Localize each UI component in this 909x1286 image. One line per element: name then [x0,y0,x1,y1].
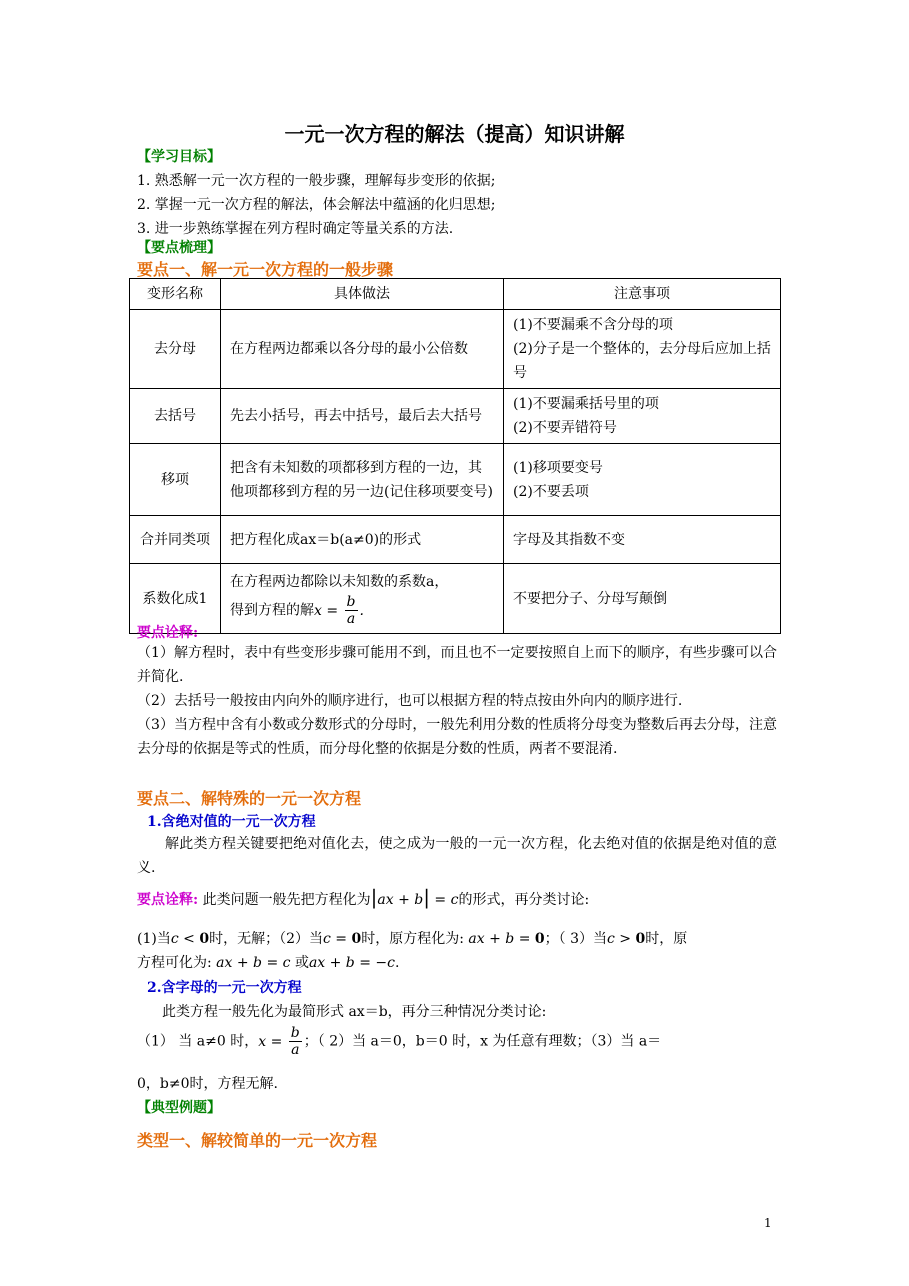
condition-formula: c = 0 [323,931,362,947]
step-note: (1)不要漏乘不含分母的项 [513,317,673,333]
goal-item: 1. 熟悉解一元一次方程的一般步骤，理解每步变形的依据; [137,173,496,189]
table-row [130,444,781,516]
note-label: 要点诠释: [137,625,199,641]
step-notes [504,564,781,634]
step-name: 去分母 [130,310,221,389]
steps-table [129,278,781,634]
case-line [137,928,687,948]
note-paragraph: （1）解方程时，表中有些变形步骤可能用不到，而且也不一定要按照自上而下的顺序，有些步骤可以合并简化. [137,645,777,685]
case-text: ；（ 2）当 a＝0，b＝0 时，x 为任意有理数；（3）当 a＝ [303,1033,662,1050]
point1-heading: 要点一、解一元一次方程的一般步骤 [137,260,394,279]
examples-heading: 【典型例题】 [137,1100,221,1116]
case-text: ；（ 3）当 [544,931,607,947]
sub2-text: 此类方程一般先化为最简形式 ax＝b，再分三种情况分类讨论: [162,1004,547,1020]
step-method [221,564,504,634]
point2-heading: 要点二、解特殊的一元一次方程 [137,789,362,808]
equation-formula: ax + b = 0 [468,931,545,947]
condition-formula: c < 0 [170,931,210,947]
step-name: 合并同类项 [130,516,221,564]
page-number: 1 [764,1216,772,1230]
note-paragraph: （2）去括号一般按由内向外的顺序进行，也可以根据方程的特点按由外向内的顺序进行. [137,693,683,709]
note-text: 的形式，再分类讨论: [458,892,590,908]
step-note: (2)分子是一个整体的，去分母后应加上括号 [513,341,771,381]
goal-item: 3. 进一步熟练掌握在列方程时确定等量关系的方法. [137,221,454,237]
type1-heading: 类型一、解较简单的一元一次方程 [137,1131,378,1150]
sub1-heading: 1.含绝对值的一元一次方程 [147,814,316,830]
table-header: 变形名称 [130,279,221,310]
step-method: 在方程两边都乘以各分母的最小公倍数 [221,310,504,389]
step-note: (1)不要漏乘括号里的项 [513,396,659,412]
step-method-line: 在方程两边都除以未知数的系数a， [230,574,449,590]
step-method: 先去小括号，再去中括号，最后去大括号 [221,389,504,444]
abs-equation: |ax + b| = c [370,885,459,909]
case-line: 方程可化为: ax + b = c 或ax + b = −c. [137,955,400,971]
step-notes [504,516,781,564]
step-notes [504,444,781,516]
step-note: 不要把分子、分母写颠倒 [513,590,667,607]
step-note: 字母及其指数不变 [513,531,625,548]
case-text: 时，无解；（2）当 [209,931,323,947]
step-note: (1)移项要变号 [513,459,603,476]
note-text: 此类问题一般先把方程化为 [202,892,371,908]
step-notes [504,310,781,389]
case-text: (1)当 [137,931,171,947]
step-method-line [230,594,494,627]
case-text: 或 [294,955,309,971]
step-note: (2)不要丢项 [513,483,589,500]
table-row [130,310,781,389]
points-heading: 【要点梳理】 [137,240,221,256]
step-name: 去括号 [130,389,221,444]
step-notes [504,389,781,444]
goal-item: 2. 掌握一元一次方程的解法，体会解法中蕴涵的化归思想; [137,197,496,213]
case-text: （1） 当 a≠0 时， [137,1033,259,1050]
step-note: (2)不要弄错符号 [513,420,617,436]
solution-formula: x = $\frac{b}{a}$ [258,1025,300,1058]
table-row [130,516,781,564]
case-line [137,1025,661,1058]
sub1-note-line [137,885,589,909]
equation-formula: ax + b = −c [308,955,395,971]
page-title: 一元一次方程的解法（提高）知识讲解 [284,122,625,146]
solution-formula: x = $\frac{b}{a}$ . [314,594,364,627]
condition-formula: c > 0 [606,931,646,947]
step-name: 系数化成1 [130,564,221,634]
case-text: 方程可化为: [137,955,212,971]
case-text: 时，原 [645,931,688,947]
equation-formula: ax + b = c [216,955,291,971]
table-row [130,389,781,444]
table-header: 注意事项 [504,279,781,310]
note-label: 要点诠释: [137,892,199,908]
table-row [130,564,781,634]
goals-heading: 【学习目标】 [137,149,221,165]
step-method: 把含有未知数的项都移到方程的一边，其他项都移到方程的另一边(记住移项要变号) [221,444,504,516]
step-name: 移项 [130,444,221,516]
table-header-row [130,279,781,310]
note-paragraph: （3）当方程中含有小数或分数形式的分母时，一般先利用分数的性质将分母变为整数后再去分母，注意去分母的依据是等式的性质，而分母化整的依据是分数的性质，两者不要混淆. [137,717,777,757]
table-header: 具体做法 [221,279,504,310]
sub1-text: 解此类方程关键要把绝对值化去，使之成为一般的一元一次方程，化去绝对值的依据是绝对值的意义. [137,836,777,876]
case-line: 0，b≠0时，方程无解. [137,1076,278,1092]
case-text: 时，原方程化为: [361,931,464,947]
sub2-heading: 2.含字母的一元一次方程 [147,980,302,996]
step-method: 把方程化成ax＝b(a≠0)的形式 [221,516,504,564]
step-method-text: 得到方程的解 [230,602,314,619]
